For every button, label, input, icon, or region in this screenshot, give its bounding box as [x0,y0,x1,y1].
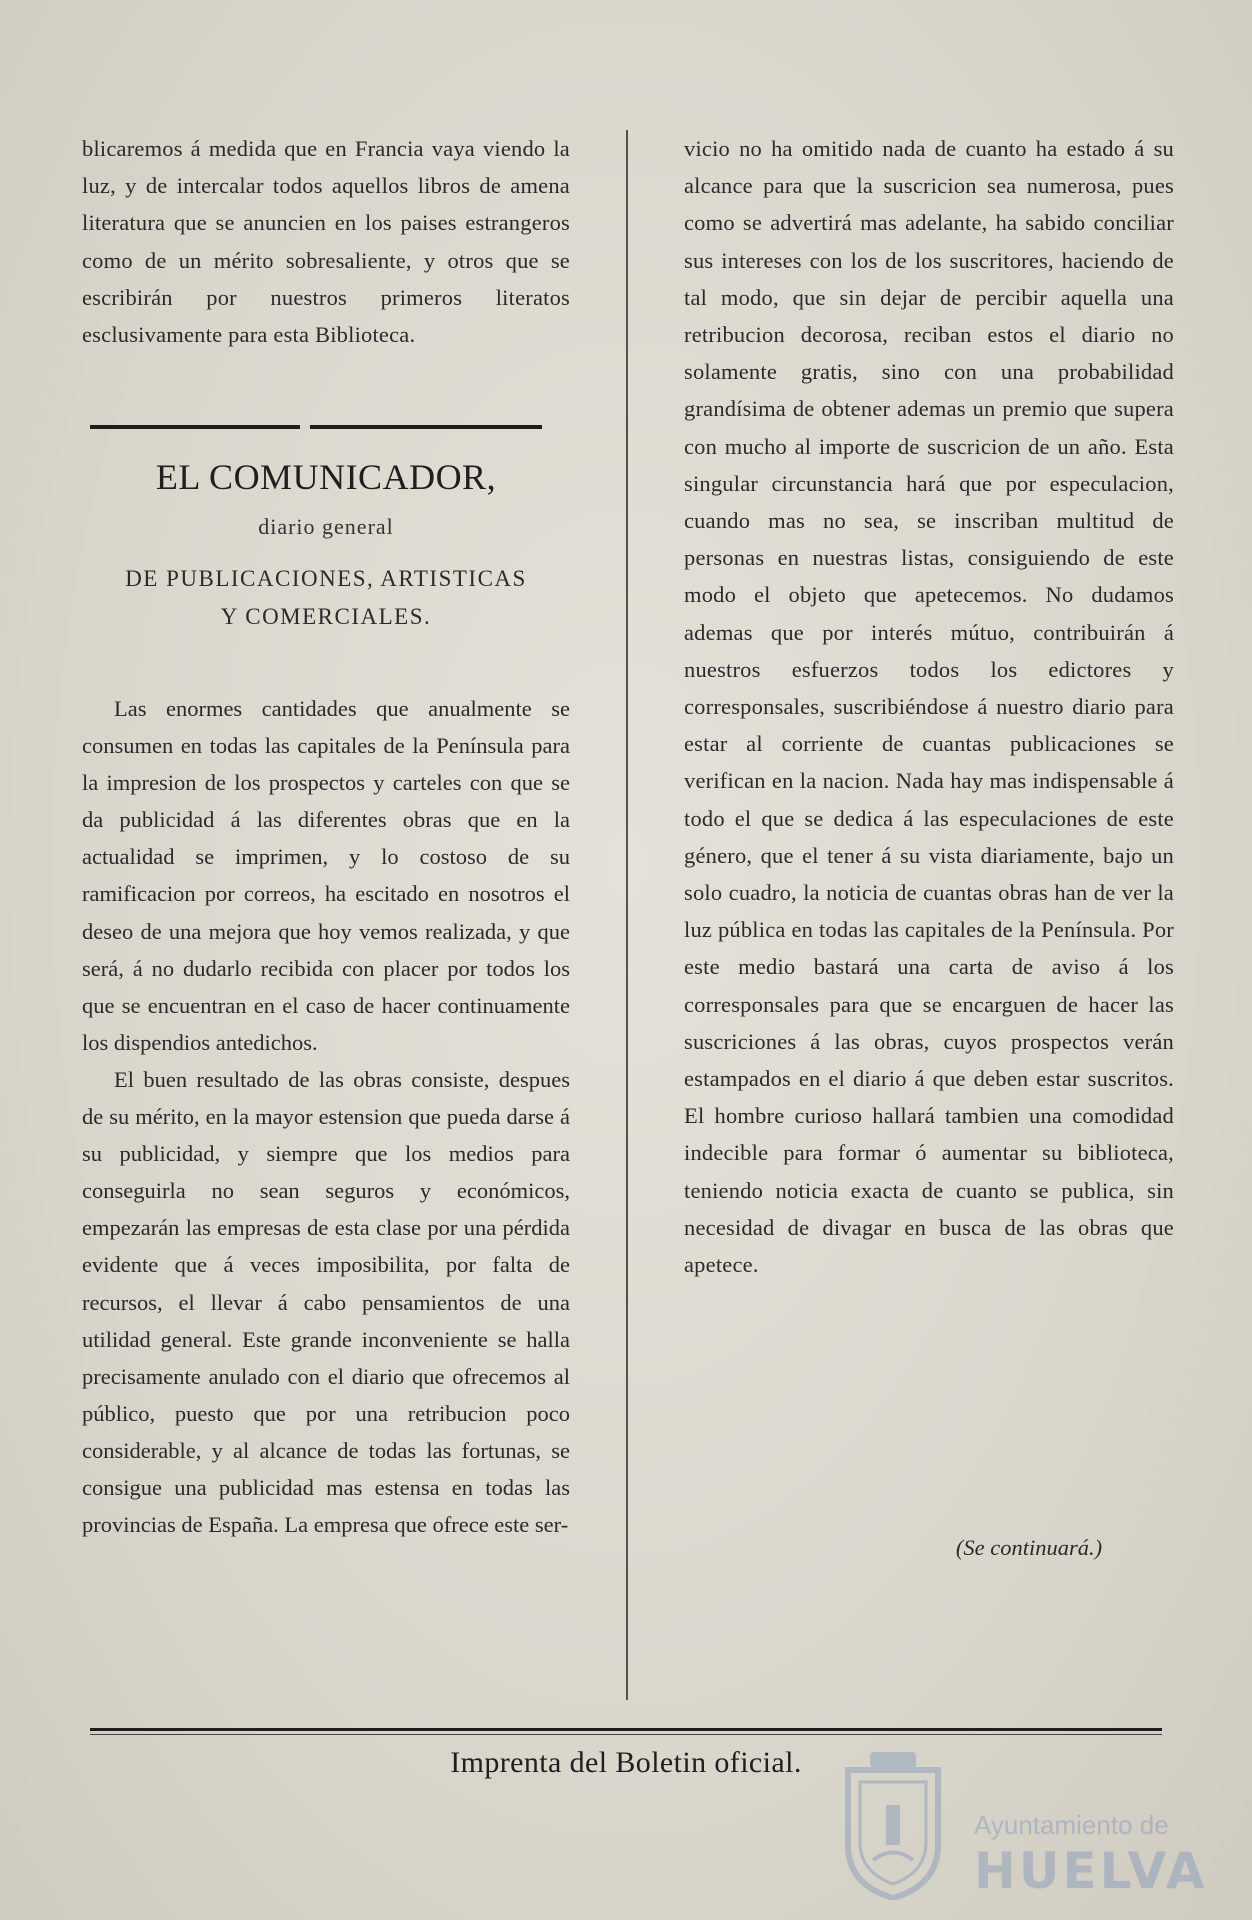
newspaper-masthead [82,452,570,636]
article-right-column [684,130,1174,1283]
archive-watermark [838,1730,1208,1910]
section-divider-rule [90,425,542,429]
article-paragraph-1: Las enormes cantidades que anualmente se consumen en todas las capitales de la Península para la impresion de los prospectos y carteles con que se da publicidad á las diferentes obras que en la actualidad se imprimen, y lo costoso de su ramificacion por correos, ha escitado en nosotros el deseo de una mejora que hoy vemos realizada, y que será, á no dudarlo recibida con placer por todos los que se encuentran en el caso de hacer continuamente los dispendios antedichos. [82,696,570,1055]
left-column-intro [82,130,570,353]
article-paragraph-2: El buen resultado de las obras consiste, despues de su mérito, en la mayor estension que pueda darse á su publicidad, y siempre que los medios para conseguirla no sean seguros y económicos, empezarán las empresas de esta clase por una pérdida evidente que á veces imposibilita, por falta de recursos, el llevar á cabo pensamientos de una utilidad general. Este grande inconveniente se halla precisamente anulado con el diario que ofrecemos al público, puesto que por una retribucion poco considerable, y al alcance de todas las fortunas, se consigue una publicidad mas estensa en todas las provincias de España. La empresa que ofrece este ser- [82,1066,570,1538]
article-left-column [82,690,570,1543]
masthead-caps-heading [82,560,570,636]
masthead-title: EL COMUNICADOR, [155,457,497,497]
column-divider-line [626,130,628,1700]
watermark-org-line2: HUELVA [974,1842,1208,1900]
city-seal-icon [838,1750,948,1900]
masthead-subtitle: diario general [258,514,394,539]
intro-paragraph: blicaremos á medida que en Francia vaya viendo la luz, y de intercalar todos aquellos libros de amena literatura que se anuncien en los paises estrangeros como de un mérito sobresaliente, y otros que se escribirán por nuestros primeros literatos esclusivamente para esta Biblioteca. [82,136,570,348]
article-paragraph-2-continued: vicio no ha omitido nada de cuanto ha estado á su alcance para que la suscricion sea numerosa, pues como se advertirá mas adelante, ha sabido conciliar sus intereses con los de los suscritores, haciendo de tal modo, que sin dejar de percibir aquella una retribucion decorosa, reciban estos el diario no solamente gratis, sino con una probabilidad grandísima de obtener ademas un premio que supera con mucho al importe de suscricion de un año. Esta singular circunstancia hará que por especulacion, cuando mas no sea, se inscriban multitud de personas en nuestras listas, consiguiendo de este modo el objeto que apetecemos. No dudamos ademas que por interés mútuo, contribuirán á nuestros esfuerzos todos los edictores y corresponsales, suscribiéndose á nuestro diario para estar al corriente de cuantas publicaciones se verifican en la nacion. Nada hay mas indispensable á todo el que se dedica á las especulaciones de este género, que el tener á su vista diariamente, bajo un solo cuadro, la noticia de cuantas obras han de ver la luz pública en todas las capitales de la Península. Por este medio bastará una carta de aviso á los corresponsales para que se encarguen de hacer las suscriciones á las obras, cuyos prospectos verán estampados en el diario á que deben estar suscritos. El hombre curioso hallará tambien una comodidad indecible para formar ó aumentar su biblioteca, teniendo noticia exacta de cuanto se publica, sin necesidad de divagar en busca de las obras que apetece. [684,136,1174,1278]
watermark-org-line1: Ayuntamiento de [974,1810,1169,1840]
printer-imprint: Imprenta del Boletin oficial. [450,1746,802,1779]
masthead-caps-line2: Y COMERCIALES. [220,604,432,629]
continued-note: (Se continuará.) [955,1535,1103,1560]
masthead-caps-line1: DE PUBLICACIONES, ARTISTICAS [125,566,527,591]
